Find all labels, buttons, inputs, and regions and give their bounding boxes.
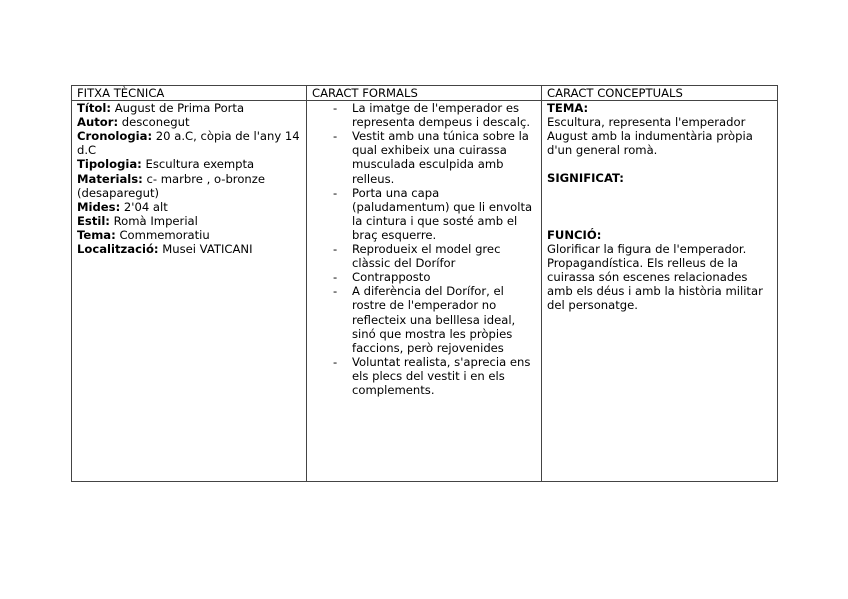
formals-list [312,101,535,397]
field-label: Tema: [77,227,116,242]
funcio-heading: FUNCIÓ: [547,227,602,242]
list-item: - Porta una capa (paludamentum) que li envolta la cintura i que sosté amb el braç esquerre. [333,186,535,242]
funcio-text: Glorificar la figura de l'emperador. Propagandística. Els relleus de la cuirassa són escenes relacionades amb els déus i amb la història militar del personatge. [547,241,763,313]
field-label: Localització: [77,242,159,257]
conceptuals-cell [542,101,778,482]
field-label: Tipologia: [77,157,142,172]
field-label: Estil: [77,213,110,228]
tema-heading: TEMA: [547,101,589,116]
field-titol [77,101,300,115]
list-item: - A diferència del Dorífor, el rostre de l'emperador no reflecteix una belllesa ideal, sinó que mostra les pròpies faccions, però rejovenides [333,284,535,354]
list-item: - La imatge de l'emperador es representa dempeus i descalç. [333,101,535,129]
field-label: Mides: [77,199,121,214]
field-label: Cronologia: [77,129,153,144]
content-row [72,101,778,482]
significat-heading: SIGNIFICAT: [547,171,624,186]
field-autor [77,115,300,129]
list-item: - Contrapposto [333,270,535,284]
formals-cell [307,101,542,482]
field-tipologia [77,157,300,171]
field-tema [77,228,300,242]
field-value: c- marbre , o-bronze (desaparegut) [77,171,265,200]
field-localitzacio [77,242,300,256]
field-label: Autor: [77,115,119,130]
field-estil [77,214,300,228]
field-materials [77,172,300,200]
field-value: Musei VATICANI [158,242,253,257]
field-value: Commemoratiu [115,227,210,242]
list-item: - Voluntat realista, s'aprecia ens els plecs del vestit i en els complements. [333,355,535,397]
fitxa-cell [72,101,307,482]
field-value: desconegut [118,115,190,130]
field-value: 20 a.C, còpia de l'any 14 d.C [77,129,300,158]
header-caract-formals: CARACT FORMALS [307,86,542,101]
header-fitxa-tecnica: FITXA TÈCNICA [72,86,307,101]
technical-sheet-table [71,85,778,482]
field-value: 2'04 alt [120,199,168,214]
list-item: - Vestit amb una túnica sobre la qual exhibeix una cuirassa musculada esculpida amb relleus. [333,129,535,185]
field-label: Materials: [77,171,143,186]
list-item: - Reprodueix el model grec clàssic del Dorífor [333,242,535,270]
field-value: Escultura exempta [141,157,255,172]
tema-text: Escultura, representa l'emperador August amb la indumentària pròpia d'un general romà. [547,115,753,158]
field-value: Romà Imperial [109,213,198,228]
header-row [72,86,778,101]
field-value: August de Prima Porta [111,101,245,116]
field-mides [77,200,300,214]
field-label: Títol: [77,101,112,116]
header-caract-conceptuals: CARACT CONCEPTUALS [542,86,778,101]
field-cronologia [77,129,300,157]
